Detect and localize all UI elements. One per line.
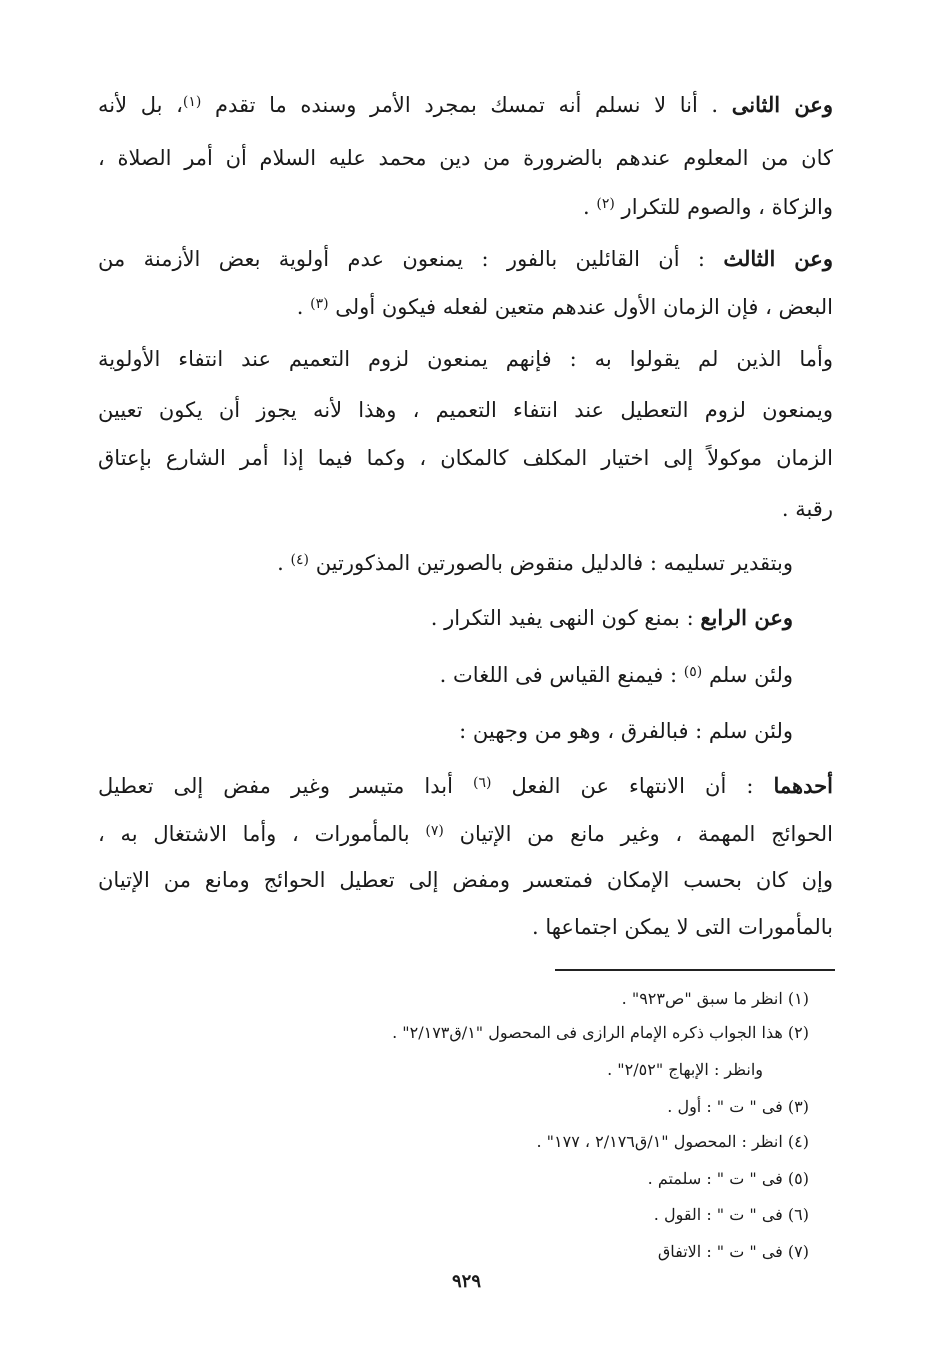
footnote-ref: (٣) (310, 296, 329, 312)
text-run: ولئن سلم (708, 663, 793, 687)
footnote-separator (555, 969, 835, 971)
page-number: ٩٢٩ (451, 1271, 481, 1292)
paragraph-3-line-4: رقبة . (781, 497, 833, 521)
paragraph-6-line-1 (98, 660, 793, 690)
text-run: ، بل لأنه (98, 93, 183, 117)
text-run: والزكاة ، والصوم للتكرار (621, 195, 833, 219)
footnote-5: (٥) فى " ت " : سلمتم . (647, 1169, 809, 1188)
text-run: . أنا لا نسلم أنه تمسك بمجرد الأمر وسنده ما تقدم (214, 93, 719, 117)
paragraph-1-line-3 (98, 192, 833, 222)
text-run: الحوائج المهمة ، وغير مانع من الإتيان (459, 822, 833, 846)
footnote-ref: (١) (182, 94, 202, 110)
footnote-1: (١) انظر ما سبق "ص٩٢٣" . (621, 989, 809, 1008)
text-run: : بمنع كون النهى يفيد التكرار . (430, 606, 694, 630)
footnote-ref: (٦) (472, 775, 492, 791)
paragraph-1-line-2: كان من المعلوم عندهم بالضرورة من دين محمد عليه السلام أن أمر الصلاة ، (98, 146, 833, 170)
text-run: البعض ، فإن الزمان الأول عندهم متعين لفعله فيكون أولى (335, 295, 833, 319)
paragraph-8-line-2 (98, 819, 833, 849)
paragraph-lead: وعن الثانى (731, 92, 833, 117)
footnote-ref: (٤) (290, 552, 309, 568)
paragraph-lead: وعن الثالث (723, 246, 833, 271)
footnote-4: (٤) انظر : المحصول "١/ق٢/١٧٦ ، ١٧٧" . (536, 1132, 809, 1151)
footnote-ref: (٧) (425, 823, 444, 839)
text-run: . (296, 295, 304, 319)
paragraph-3-line-3: الزمان موكولاً إلى اختيار المكلف كالمكان ، وكما فيما إذا أمر الشارع بإعتاق (98, 446, 833, 470)
footnote-6: (٦) فى " ت " : القول . (653, 1205, 809, 1224)
footnote-ref: (٥) (683, 664, 703, 680)
paragraph-1-line-1 (98, 90, 833, 120)
paragraph-3-line-2: ويمنعون لزوم التعطيل عند انتفاء التعميم ، وهذا لأنه يجوز أن يكون تعيين (98, 398, 833, 422)
paragraph-3-line-1: وأما الذين لم يقولوا به : فإنهم يمنعون لزوم التعميم عند انتفاء الأولوية (98, 347, 833, 371)
paragraph-5-line-1 (98, 603, 793, 633)
paragraph-2-line-2 (98, 292, 833, 322)
text-run: . (583, 195, 590, 219)
paragraph-8-line-4: بالمأمورات التى لا يمكن اجتماعها . (532, 915, 833, 939)
paragraph-8-line-1 (98, 771, 833, 801)
text-run: . (277, 551, 284, 575)
footnote-2: (٢) هذا الجواب ذكره الإمام الرازى فى المحصول "١/ق٢/١٧٣" . (392, 1023, 809, 1042)
text-run: : أن الانتهاء عن الفعل (511, 774, 754, 798)
paragraph-2-line-1 (98, 244, 833, 274)
paragraph-7-line-1: ولئن سلم : فبالفرق ، وهو من وجهين : (459, 719, 793, 743)
text-run: : فيمنع القياس فى اللغات . (439, 663, 678, 687)
footnote-3: (٣) فى " ت " : أول . (667, 1097, 809, 1116)
text-run: بالمأمورات ، وأما الاشتغال به ، (98, 822, 410, 846)
footnote-7: (٧) فى " ت " : الاتفاق (657, 1242, 809, 1261)
text-run: أبدا متيسر وغير مفض إلى تعطيل (98, 774, 453, 798)
paragraph-lead: وعن الرابع (700, 605, 793, 630)
paragraph-lead: أحدهما (773, 773, 833, 798)
paragraph-8-line-3: وإن كان بحسب الإمكان فمتعسر ومفض إلى تعطيل الحوائج ومانع من الإتيان (98, 868, 833, 892)
footnote-2-continued: وانظر : الإبهاج "٢/٥٢" . (607, 1060, 763, 1079)
text-run: وبتقدير تسليمه : فالدليل منقوض بالصورتين المذكورتين (315, 551, 793, 575)
text-run: : أن القائلين بالفور : يمنعون عدم أولوية بعض الأزمنة من (98, 247, 705, 271)
footnote-ref: (٢) (596, 196, 615, 212)
paragraph-4-line-1 (98, 548, 793, 578)
